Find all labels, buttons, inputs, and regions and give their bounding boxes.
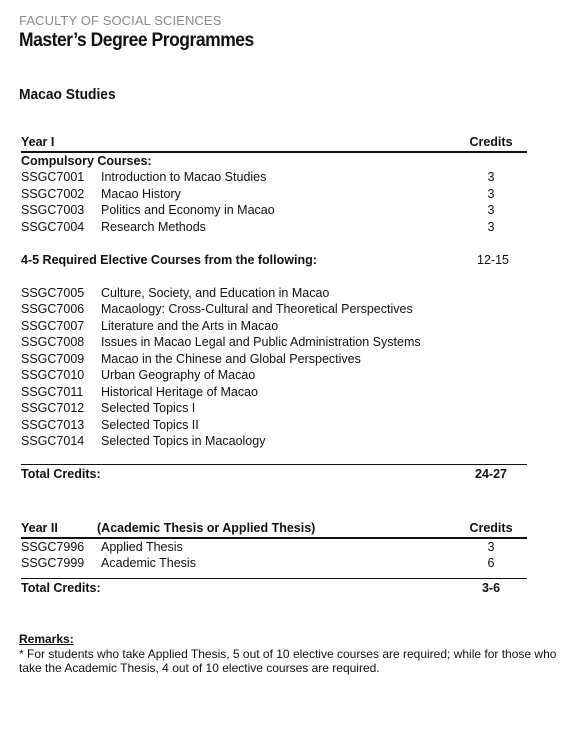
remarks-title: Remarks: — [19, 632, 74, 646]
course-credits: 3 — [487, 219, 495, 234]
course-code: SSGC7003 — [21, 203, 85, 217]
course-code: SSGC7009 — [21, 351, 85, 366]
elective-row — [21, 384, 527, 401]
elective-row — [21, 334, 527, 351]
course-title: Politics and Economy in Macao — [101, 203, 275, 217]
course-title: Macao in the Chinese and Global Perspectives — [101, 351, 361, 366]
elective-label: 4-5 Required Elective Courses from the following: — [21, 253, 317, 267]
total-value: 24-27 — [475, 466, 507, 481]
year1-label: Year I — [21, 135, 55, 149]
course-code: SSGC7001 — [21, 170, 85, 184]
course-code: SSGC7002 — [21, 186, 85, 201]
elective-list — [21, 285, 527, 450]
course-title: Literature and the Arts in Macao — [101, 318, 279, 333]
year2-label: Year II — [21, 521, 58, 535]
course-credits: 3 — [487, 203, 495, 217]
course-code: SSGC7996 — [21, 539, 85, 554]
year2-header-row — [21, 520, 527, 539]
compulsory-label — [21, 153, 527, 170]
remarks-text: * For students who take Applied Thesis, 5 out of 10 elective courses are required; while for those who take the Academic Thesis, 4 out of 10 elective courses are required. — [19, 646, 557, 675]
elective-row — [21, 367, 527, 384]
elective-row — [21, 400, 527, 417]
year1-total-divider — [21, 464, 527, 465]
elective-header-row — [21, 252, 527, 269]
remarks — [19, 632, 559, 676]
course-title: Issues in Macao Legal and Public Administration Systems — [101, 335, 421, 349]
course-row — [21, 539, 527, 556]
course-credits: 3 — [487, 170, 495, 184]
total-value: 3-6 — [481, 580, 501, 595]
course-title: Research Methods — [101, 219, 206, 234]
course-code: SSGC7999 — [21, 556, 85, 570]
course-code: SSGC7011 — [21, 384, 84, 399]
elective-row — [21, 433, 527, 450]
elective-credits: 12-15 — [477, 253, 509, 267]
course-credits: 6 — [487, 556, 495, 570]
total-label: Total Credits: — [21, 466, 101, 481]
elective-row — [21, 351, 527, 368]
year1-credits-header: Credits — [469, 135, 513, 149]
course-row — [21, 169, 527, 186]
year1-header-row — [21, 134, 527, 153]
course-row — [21, 555, 527, 572]
elective-row — [21, 417, 527, 434]
course-code: SSGC7005 — [21, 285, 85, 300]
course-row — [21, 202, 527, 219]
course-code: SSGC7004 — [21, 219, 85, 234]
year1-total-row — [21, 466, 527, 483]
year1-table — [21, 134, 527, 482]
course-title: Historical Heritage of Macao — [101, 384, 259, 399]
course-code: SSGC7007 — [21, 318, 85, 333]
course-title: Selected Topics I — [101, 401, 196, 415]
year2-total-divider — [21, 578, 527, 579]
course-code: SSGC7010 — [21, 368, 85, 382]
course-row — [21, 186, 527, 203]
course-credits: 3 — [487, 186, 495, 201]
programme-title: Macao Studies — [19, 86, 116, 103]
course-title: Macaology: Cross-Cultural and Theoretical Perspectives — [101, 302, 413, 316]
compulsory-label-text: Compulsory Courses: — [21, 153, 152, 168]
elective-row — [21, 301, 527, 318]
course-title: Introduction to Macao Studies — [101, 170, 267, 184]
course-title: Academic Thesis — [101, 556, 196, 570]
course-code: SSGC7006 — [21, 302, 85, 316]
course-row — [21, 219, 527, 236]
page-title: Master’s Degree Programmes — [19, 30, 254, 51]
course-title: Applied Thesis — [101, 539, 183, 554]
elective-row — [21, 285, 527, 302]
year2-credits-header: Credits — [469, 521, 513, 535]
course-title: Macao History — [101, 186, 181, 201]
course-code: SSGC7013 — [21, 417, 85, 432]
faculty-name: FACULTY OF SOCIAL SCIENCES — [19, 13, 222, 28]
course-code: SSGC7008 — [21, 335, 85, 349]
course-credits: 3 — [487, 539, 495, 554]
year2-subtitle: (Academic Thesis or Applied Thesis) — [97, 521, 316, 535]
year2-table — [21, 520, 527, 596]
course-code: SSGC7012 — [21, 401, 85, 415]
course-title: Selected Topics II — [101, 417, 199, 432]
elective-row — [21, 318, 527, 335]
course-title: Culture, Society, and Education in Macao — [101, 285, 330, 300]
year2-total-row — [21, 580, 527, 597]
course-title: Urban Geography of Macao — [101, 368, 256, 382]
course-code: SSGC7014 — [21, 434, 85, 448]
total-label: Total Credits: — [21, 580, 101, 595]
course-title: Selected Topics in Macaology — [101, 434, 266, 448]
compulsory-list — [21, 169, 527, 235]
